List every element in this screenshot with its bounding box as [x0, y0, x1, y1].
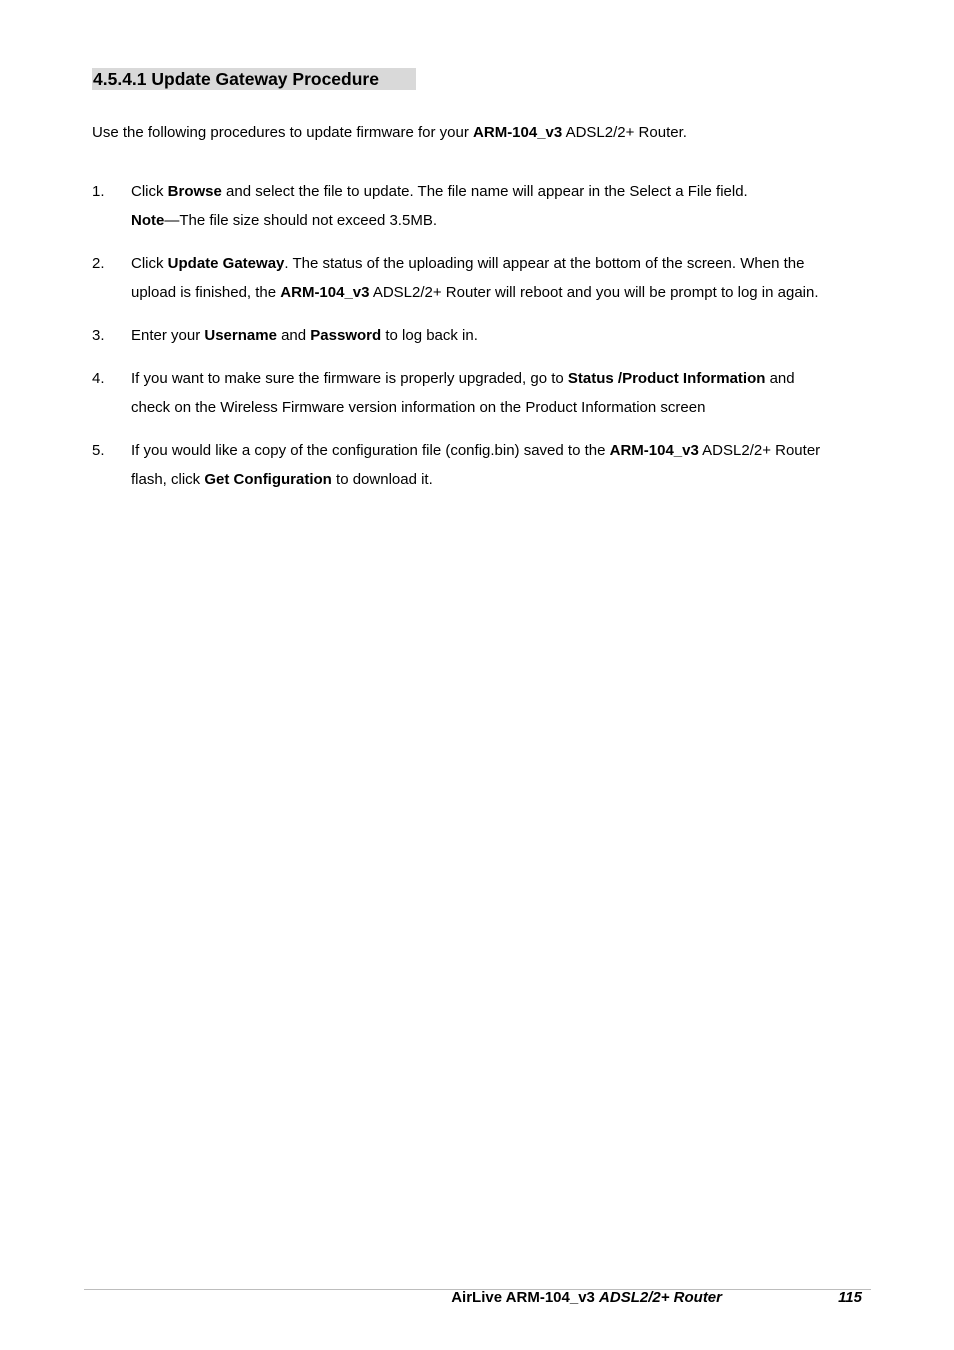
step-body [131, 249, 882, 307]
step-text: to log back in. [381, 327, 478, 344]
step-line [131, 321, 882, 350]
step-line [131, 278, 882, 307]
step-keyword: ARM-104_v3 [609, 442, 699, 459]
step-line [131, 393, 882, 422]
step-text: and [276, 327, 311, 344]
footer-title [100, 1288, 722, 1308]
step-body [131, 321, 882, 350]
step-line [131, 249, 882, 278]
step-text: If you want to make sure the firmware is properly upgraded, go to [131, 370, 568, 387]
step-text: If you would like a copy of the configuration file (config.bin) saved to the [131, 442, 610, 459]
step-line [131, 465, 882, 494]
step-text: and select the file to update. The file name will appear in the Select a File field. [221, 183, 748, 200]
step-text: Enter your [131, 327, 205, 344]
step-keyword: Browse [167, 183, 222, 200]
intro-text-end: ADSL2/2+ Router. [562, 124, 687, 141]
step-text: ADSL2/2+ Router [698, 442, 821, 459]
section-heading: 4.5.4.1 Update Gateway Procedure [92, 68, 416, 90]
step-number: 5. [92, 442, 105, 459]
footer-product: ADSL2/2+ Router [599, 1289, 722, 1306]
step-keyword: Password [310, 327, 382, 344]
step-number: 3. [92, 327, 105, 344]
step-keyword: Update Gateway [167, 255, 285, 272]
step-keyword: Status /Product Information [567, 370, 766, 387]
step-body [131, 364, 882, 422]
step-text: flash, click [131, 471, 205, 488]
step-number: 2. [92, 255, 105, 272]
step-body [131, 177, 882, 235]
step-text: and [765, 370, 795, 387]
step-text: upload is finished, the [131, 284, 281, 301]
intro-model: ARM-104_v3 [473, 124, 563, 141]
step-line [131, 364, 882, 393]
step-text: check on the Wireless Firmware version information on the Product Information screen [131, 399, 706, 416]
step-number: 4. [92, 370, 105, 387]
note-label: Note [131, 212, 165, 229]
step-text: Click [131, 255, 168, 272]
step-keyword: Username [204, 327, 277, 344]
page-number: 115 [838, 1289, 862, 1306]
step-text: ADSL2/2+ Router will reboot and you will be prompt to log in again. [369, 284, 819, 301]
intro-text: Use the following procedures to update firmware for your [92, 124, 474, 141]
footer-brand: AirLive ARM-104_v3 [451, 1289, 595, 1306]
step-text: Click [131, 183, 168, 200]
step-note-line [131, 206, 882, 235]
step-body [131, 436, 882, 494]
step-keyword: Get Configuration [204, 471, 332, 488]
step-keyword: ARM-104_v3 [280, 284, 370, 301]
intro-paragraph [92, 121, 882, 145]
step-line [131, 177, 882, 206]
note-text: —The file size should not exceed 3.5MB. [164, 212, 437, 229]
step-number: 1. [92, 183, 105, 200]
step-text: to download it. [331, 471, 433, 488]
step-line [131, 436, 882, 465]
step-text: . The status of the uploading will appear at the bottom of the screen. When the [284, 255, 805, 272]
